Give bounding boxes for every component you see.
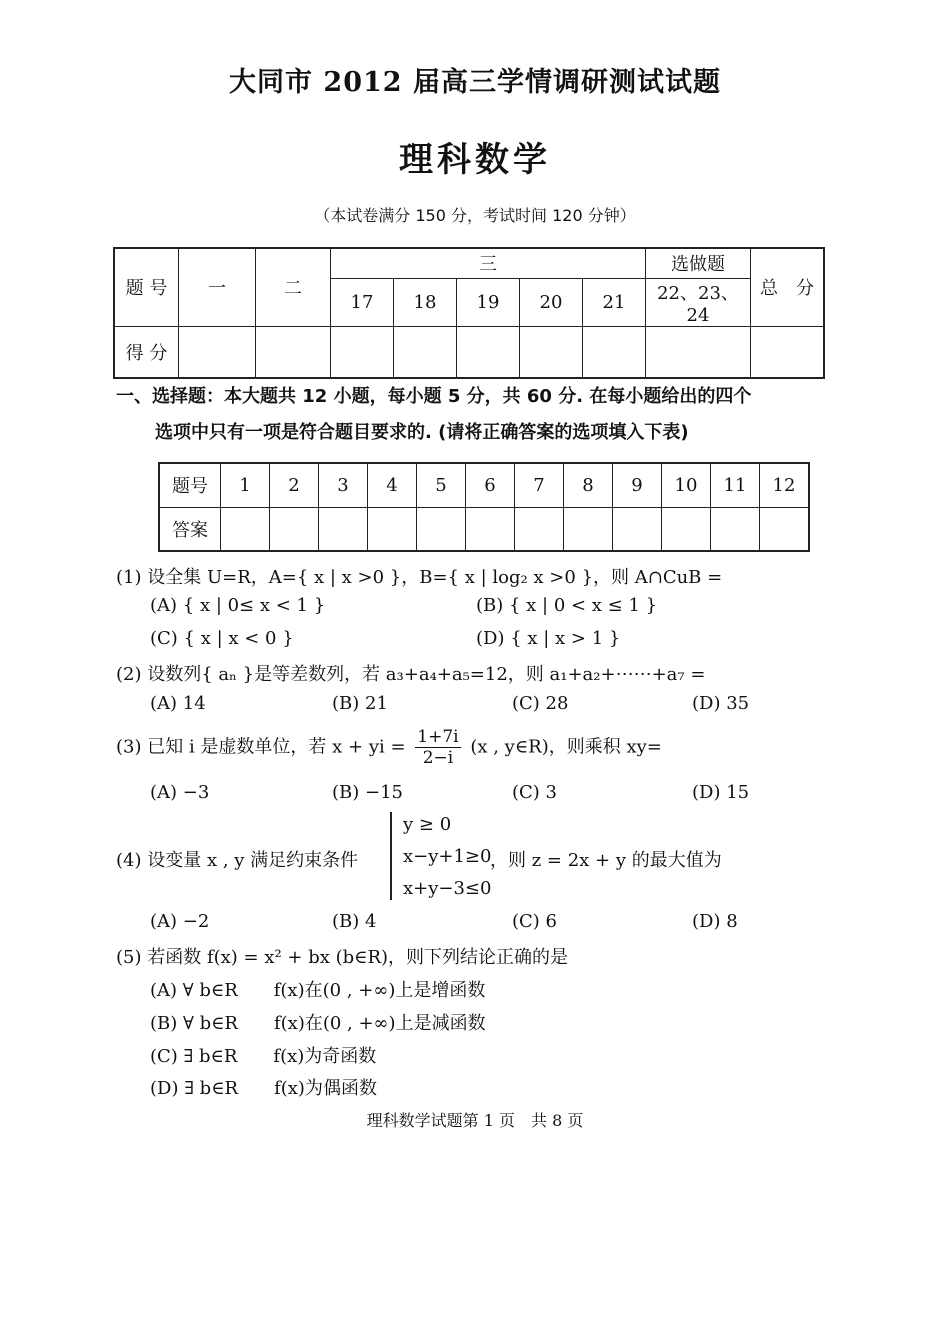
answer-cell[interactable]: [515, 507, 564, 551]
score-table-q-optional: 22、23、24: [646, 278, 751, 326]
answer-table-number: 4: [368, 463, 417, 507]
score-table-question-label: 题 号: [114, 248, 179, 326]
score-cell[interactable]: [331, 326, 394, 378]
section1-heading-cont: 选项中只有一项是符合题目要求的. (请将正确答案的选项填入下表): [155, 422, 689, 443]
answer-table-number: 1: [221, 463, 270, 507]
score-cell[interactable]: [394, 326, 457, 378]
question-3-option-b: (B) −15: [332, 782, 403, 803]
answer-table-number: 7: [515, 463, 564, 507]
score-cell[interactable]: [457, 326, 520, 378]
question-4-option-b: (B) 4: [332, 911, 377, 932]
question-2-stem: (2) 设数列{ aₙ }是等差数列，若 a₃+a₄+a₅=12，则 a₁+a₂+⋯⋯+a₇ =: [116, 664, 706, 685]
question-1-option-b: (B) { x | 0 < x ≤ 1 }: [476, 595, 658, 616]
score-table-q17: 17: [331, 278, 394, 326]
score-table-q18: 18: [394, 278, 457, 326]
question-4-option-a: (A) −2: [150, 911, 210, 932]
question-3-fraction-denominator: 2−i: [422, 748, 454, 768]
exam-title: 大同市 2012 届高三学情调研测试试题: [229, 67, 721, 98]
answer-cell[interactable]: [270, 507, 319, 551]
score-table-part1: 一: [179, 248, 256, 326]
score-cell[interactable]: [520, 326, 583, 378]
score-cell[interactable]: [256, 326, 331, 378]
score-table-optional: 选做题: [646, 248, 751, 278]
score-cell[interactable]: [583, 326, 646, 378]
score-cell[interactable]: [179, 326, 256, 378]
answer-cell[interactable]: [466, 507, 515, 551]
answer-cell[interactable]: [613, 507, 662, 551]
subject-title: 理科数学: [399, 140, 551, 180]
answer-table-number: 10: [662, 463, 711, 507]
answer-cell[interactable]: [564, 507, 613, 551]
score-cell[interactable]: [751, 326, 825, 378]
question-1-option-a: (A) { x | 0≤ x < 1 }: [150, 595, 326, 616]
answer-cell[interactable]: [319, 507, 368, 551]
score-table-score-label: 得 分: [114, 326, 179, 378]
question-3-stem-pre: (3) 已知 i 是虚数单位，若 x + yi =: [116, 736, 406, 758]
question-5-option-b: (B) ∀ b∈R f(x)在(0 , +∞)上是减函数: [150, 1013, 486, 1034]
question-5-stem: (5) 若函数 f(x) = x² + bx (b∈R)，则下列结论正确的是: [116, 947, 569, 968]
question-3-fraction: [415, 727, 460, 768]
score-table-q21: 21: [583, 278, 646, 326]
answer-table-answer-label: 答案: [159, 507, 221, 551]
question-3-fraction-numerator: 1+7i: [417, 727, 459, 747]
question-1-stem: (1) 设全集 U=R，A={ x | x >0 }，B={ x | log₂ x >0 }，则 A∩CuB =: [116, 567, 723, 588]
answer-cell[interactable]: [711, 507, 760, 551]
question-4-constraint-3: x+y−3≤0: [403, 878, 492, 899]
question-3-stem: [116, 727, 662, 768]
score-table-q19: 19: [457, 278, 520, 326]
question-4-stem-post: ，则 z = 2x + y 的最大值为: [490, 850, 722, 871]
answer-table-number: 9: [613, 463, 662, 507]
exam-note: （本试卷满分 150 分，考试时间 120 分钟）: [314, 206, 636, 225]
score-cell[interactable]: [646, 326, 751, 378]
answer-table: [158, 462, 810, 552]
answer-table-number: 5: [417, 463, 466, 507]
answer-table-number: 6: [466, 463, 515, 507]
question-4-option-d: (D) 8: [692, 911, 738, 932]
score-table: [113, 247, 825, 379]
question-1-option-d: (D) { x | x > 1 }: [476, 628, 621, 649]
answer-cell[interactable]: [760, 507, 810, 551]
score-table-part3: 三: [331, 248, 646, 278]
answer-table-number: 8: [564, 463, 613, 507]
answer-table-number: 2: [270, 463, 319, 507]
question-4-constraint-1: y ≥ 0: [403, 814, 452, 835]
question-5-option-c: (C) ∃ b∈R f(x)为奇函数: [150, 1046, 377, 1067]
question-3-option-d: (D) 15: [692, 782, 750, 803]
score-table-total: 总 分: [751, 248, 825, 326]
question-3-stem-post: (x , y∈R)，则乘积 xy=: [470, 736, 662, 758]
score-table-q20: 20: [520, 278, 583, 326]
question-5-option-d: (D) ∃ b∈R f(x)为偶函数: [150, 1078, 377, 1099]
question-3-option-c: (C) 3: [512, 782, 557, 803]
question-4-option-c: (C) 6: [512, 911, 557, 932]
question-1-option-c: (C) { x | x < 0 }: [150, 628, 294, 649]
answer-table-number: 3: [319, 463, 368, 507]
question-2-option-c: (C) 28: [512, 693, 569, 714]
answer-cell[interactable]: [662, 507, 711, 551]
question-4-constraint-2: x−y+1≥0: [403, 846, 492, 867]
question-5-option-a: (A) ∀ b∈R f(x)在(0 , +∞)上是增函数: [150, 980, 486, 1001]
score-table-part2: 二: [256, 248, 331, 326]
question-2-option-a: (A) 14: [150, 693, 206, 714]
answer-cell[interactable]: [368, 507, 417, 551]
question-3-option-a: (A) −3: [150, 782, 210, 803]
answer-table-number: 12: [760, 463, 810, 507]
question-4-stem-pre: (4) 设变量 x , y 满足约束条件: [116, 850, 359, 871]
question-2-option-b: (B) 21: [332, 693, 388, 714]
question-4-brace: [390, 812, 392, 900]
answer-table-question-label: 题号: [159, 463, 221, 507]
answer-cell[interactable]: [417, 507, 466, 551]
section1-heading: 一、选择题：本大题共 12 小题，每小题 5 分，共 60 分. 在每小题给出的四个: [116, 386, 752, 407]
question-2-option-d: (D) 35: [692, 693, 750, 714]
answer-cell[interactable]: [221, 507, 270, 551]
answer-table-number: 11: [711, 463, 760, 507]
page-footer: 理科数学试题第 1 页 共 8 页: [366, 1111, 584, 1130]
